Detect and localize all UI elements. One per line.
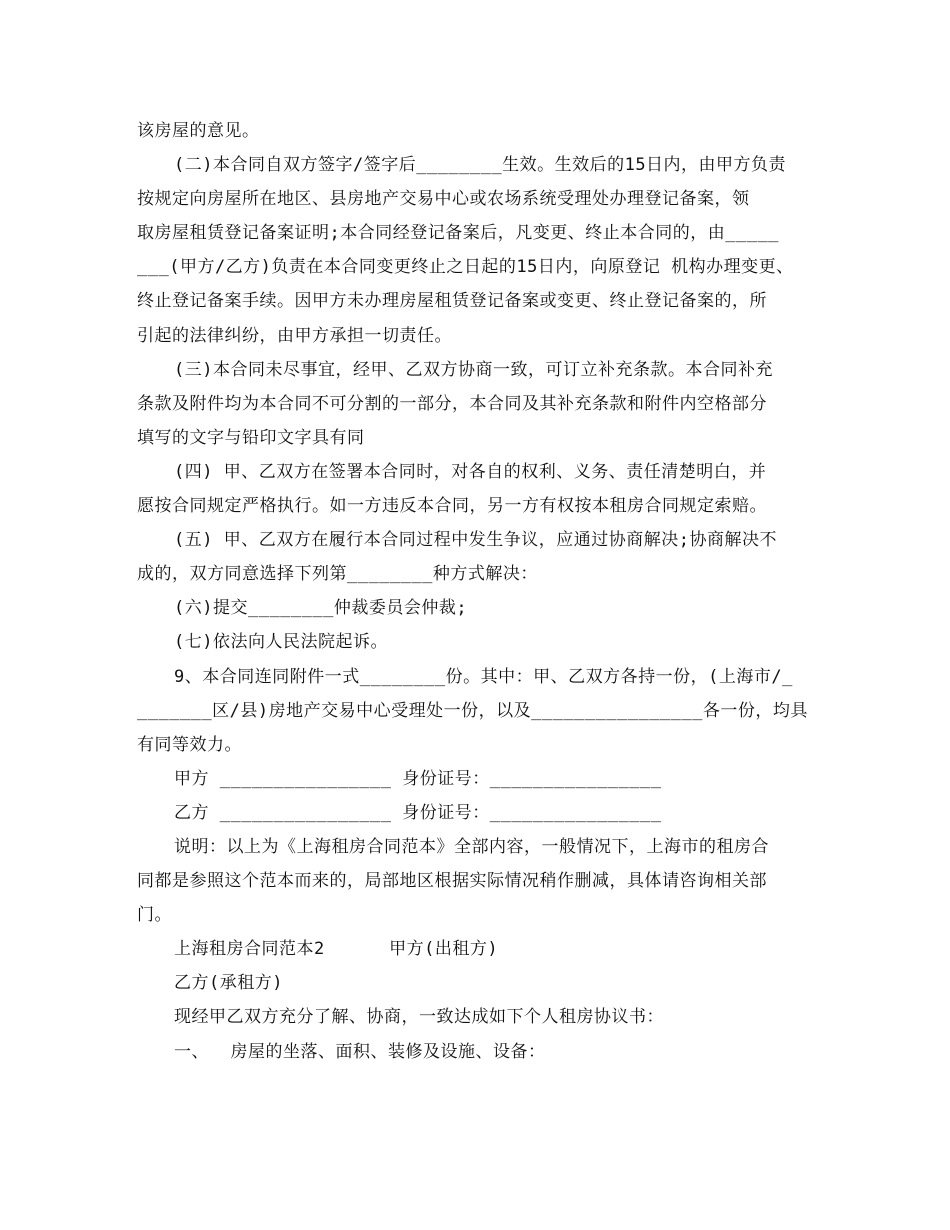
clause-3-line: (三)本合同未尽事宜，经甲、乙双方协商一致，可订立补充条款。本合同补充 — [174, 359, 773, 380]
clause-2-line: (二)本合同自双方签字/签字后________生效。生效后的15日内，由甲方负责 — [174, 155, 787, 176]
text-line: _______区/县)房地产交易中心受理处一份，以及________________各一份，均具 — [137, 700, 808, 721]
text-line: 门。 — [137, 905, 172, 926]
section-1-heading-line: 一、 房屋的坐落、面积、装修及设施、设备： — [174, 1041, 546, 1062]
text-line: 按规定向房屋所在地区、县房地产交易中心或农场系统受理处办理登记备案，领 — [137, 189, 750, 210]
agreement-intro-line: 现经甲乙双方充分了解、协商，一致达成如下个人租房协议书： — [174, 1007, 664, 1028]
clause-7-line: (七)依法向人民法院起诉。 — [174, 632, 388, 653]
text-line: ___(甲方/乙方)负责在本合同变更终止之日起的15日内，向原登记 机构办理变更、 — [137, 257, 794, 278]
party-b-signature-line: 乙方 ________________ 身份证号：________________ — [174, 802, 662, 823]
clause-9-line: 9、本合同连同附件一式________份。其中：甲、乙双方各持一份，(上海市/_ — [174, 666, 793, 687]
note-line: 说明：以上为《上海租房合同范本》全部内容，一般情况下，上海市的租房合 — [174, 836, 769, 857]
clause-4-line: (四) 甲、乙双方在签署本合同时，对各自的权利、义务、责任清楚明白，并 — [174, 461, 767, 482]
text-line: 填写的文字与铅印文字具有同 — [137, 427, 365, 448]
tenant-line: 乙方(承租方) — [174, 973, 283, 994]
text-line: 该房屋的意见。 — [137, 121, 260, 141]
text-line: 愿按合同规定严格执行。如一方违反本合同，另一方有权按本租房合同规定索赔。 — [137, 496, 767, 517]
text-line: 终止登记备案手续。因甲方未办理房屋租赁登记备案或变更、终止登记备案的，所 — [137, 291, 767, 312]
text-line: 有同等效力。 — [137, 734, 242, 755]
party-a-signature-line: 甲方 ________________ 身份证号：________________ — [174, 768, 662, 789]
text-line: 同都是参照这个范本而来的，局部地区根据实际情况稍作删减，具体请咨询相关部 — [137, 871, 767, 892]
clause-6-line: (六)提交________仲裁委员会仲裁; — [174, 598, 468, 619]
text-line: 引起的法律纠纷，由甲方承担一切责任。 — [137, 325, 452, 346]
document-body — [137, 114, 817, 1069]
text-line: 成的，双方同意选择下列第________种方式解决： — [137, 564, 538, 585]
clause-5-line: (五) 甲、乙双方在履行本合同过程中发生争议，应通过协商解决;协商解决不 — [174, 530, 777, 551]
template-2-title-line: 上海租房合同范本2 甲方(出租方) — [174, 939, 499, 960]
text-line: 取房屋租赁登记备案证明;本合同经登记备案后，凡变更、终止本合同的，由_____ — [137, 223, 779, 244]
text-line: 条款及附件均为本合同不可分割的一部分，本合同及其补充条款和附件内空格部分 — [137, 393, 767, 414]
